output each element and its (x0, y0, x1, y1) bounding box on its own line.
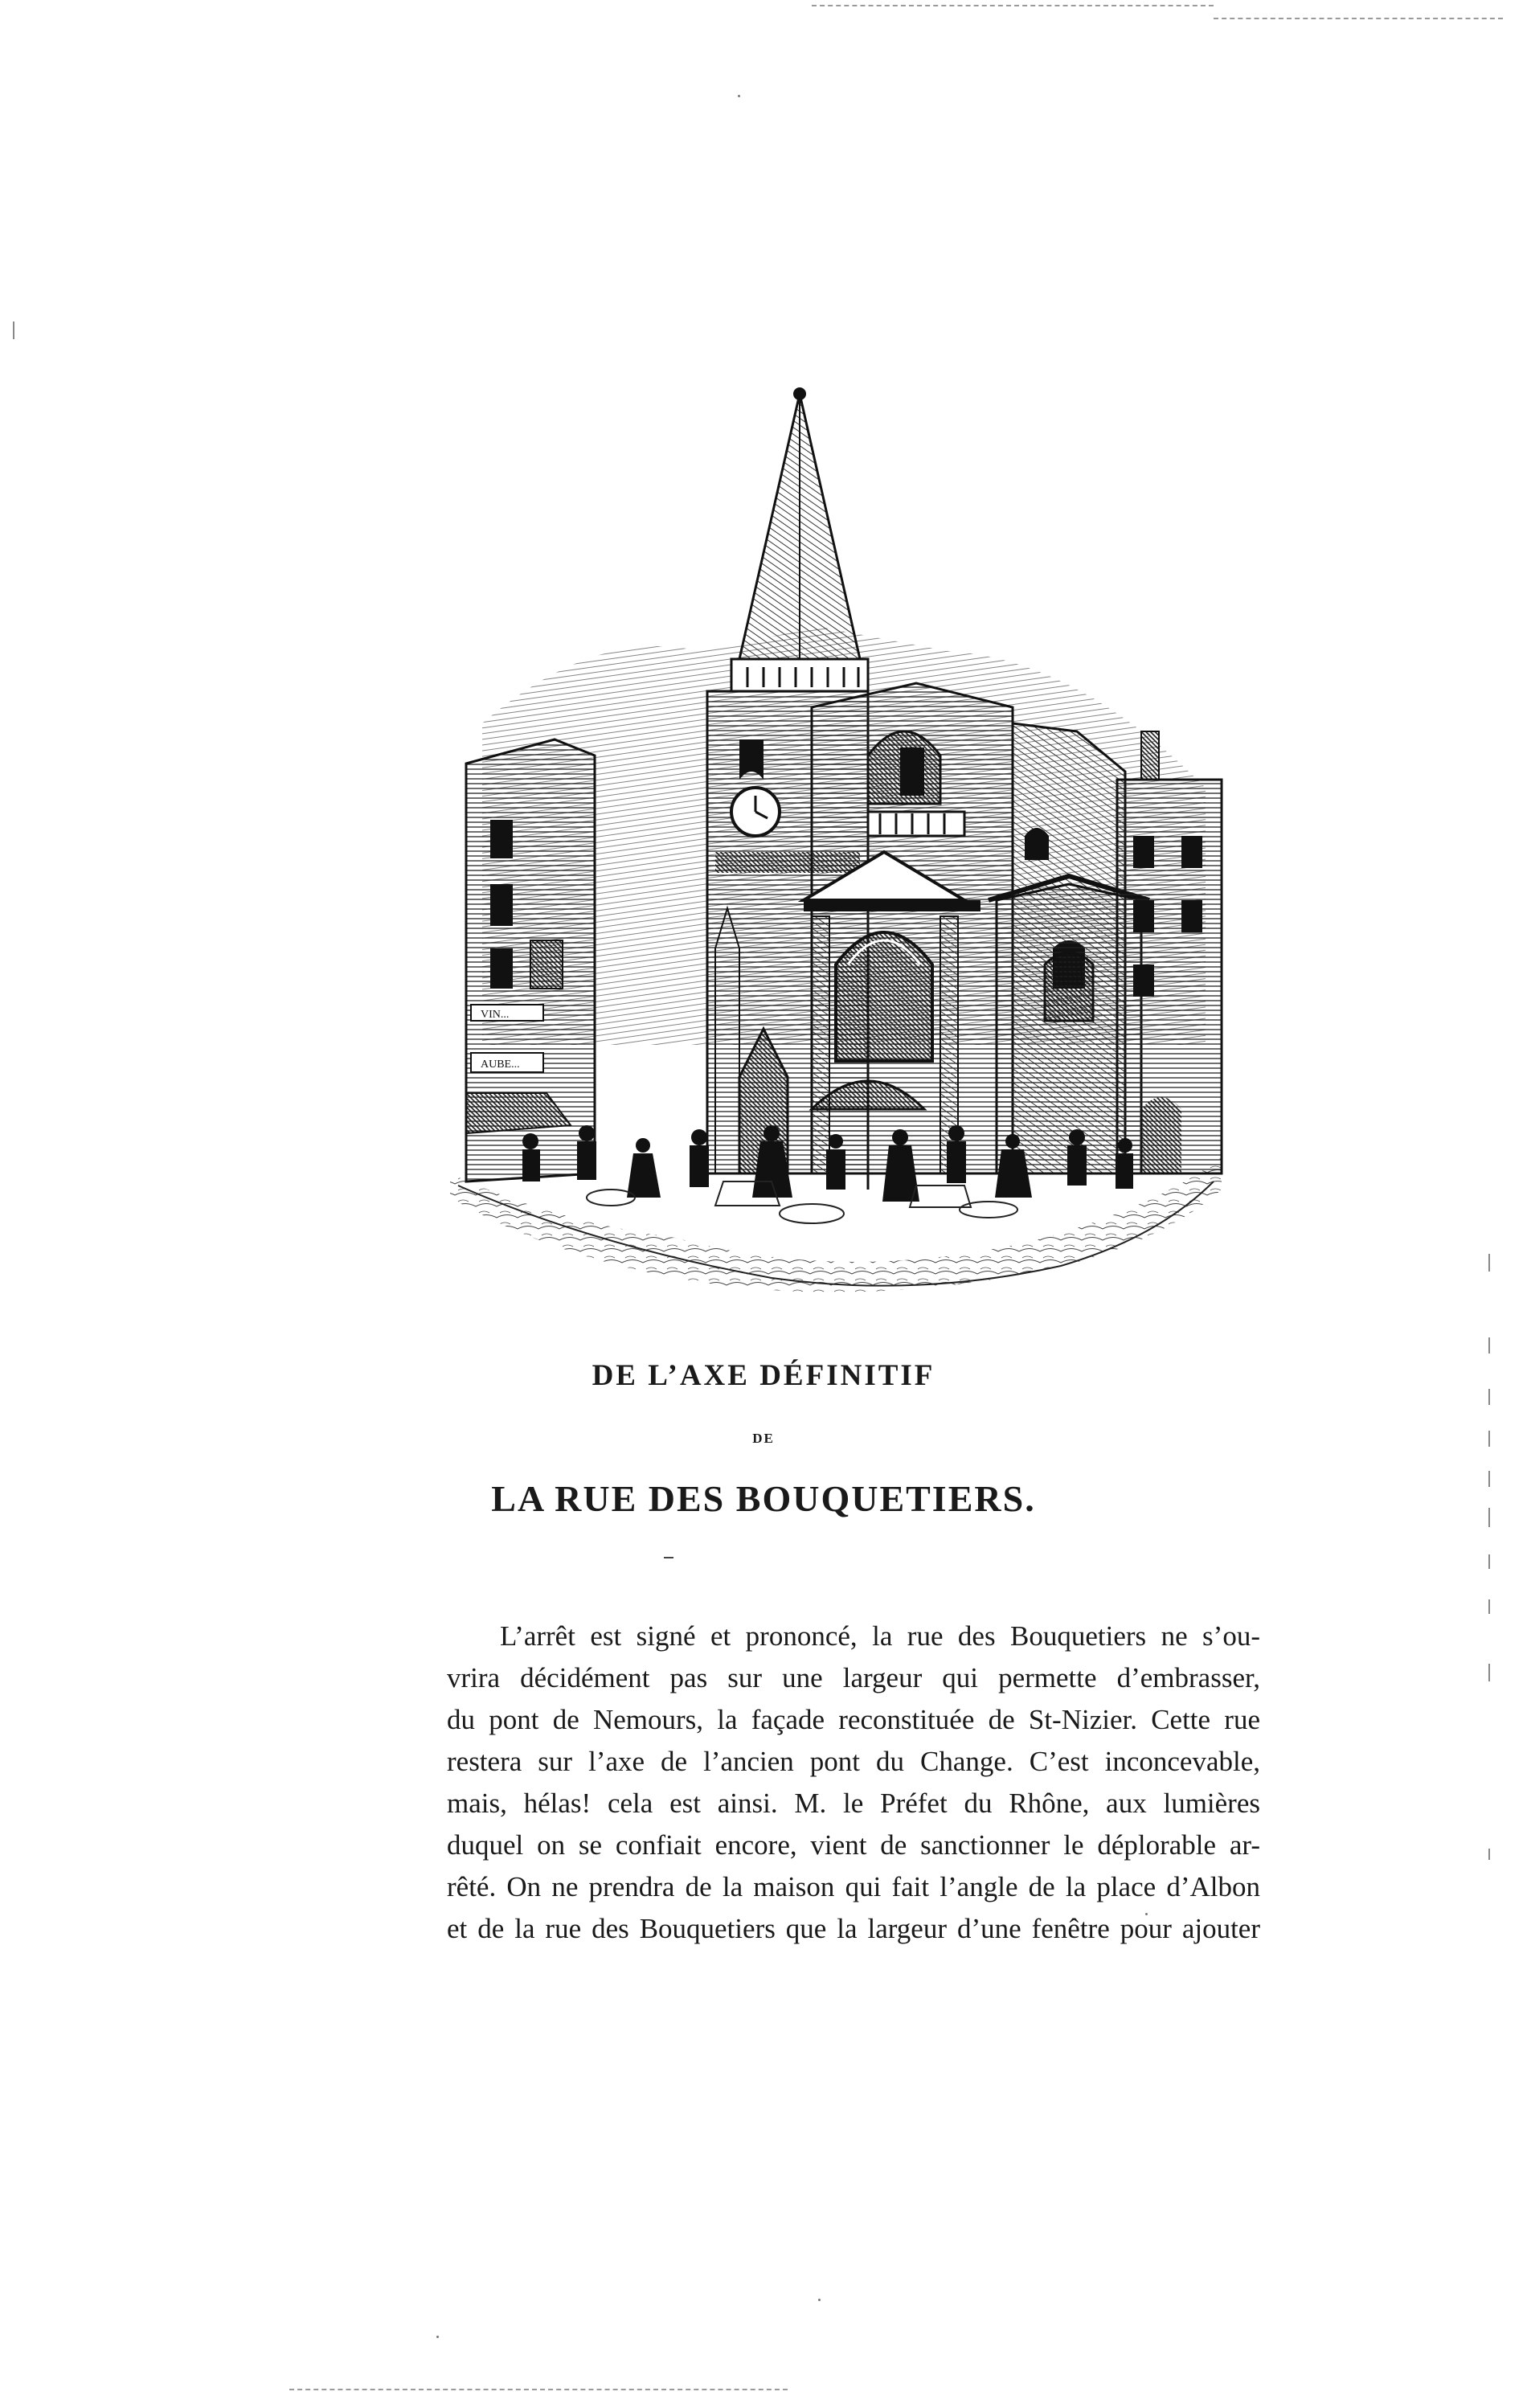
text-line: L’arrêt est signé et prononcé, la rue des Bouquetiers ne s’ou- (500, 1620, 1260, 1652)
scan-dot (436, 2336, 439, 2338)
text-line: mais, hélas! cela est ainsi. M. le Préfet du Rhône, aux lumières (447, 1788, 1260, 1819)
margin-tick (1488, 1599, 1490, 1614)
text-line: du pont de Nemours, la façade reconstituée de St-Nizier. Cette rue (447, 1704, 1260, 1735)
margin-tick (1488, 1254, 1490, 1272)
scan-dot (738, 95, 740, 97)
text-line: rêté. On ne prendra de la maison qui fait l’angle de la place d’Albon (447, 1871, 1260, 1902)
sign-aube: AUBE... (481, 1059, 520, 1071)
top-scan-line-right (1214, 18, 1503, 19)
church-engraving-icon (434, 386, 1238, 1318)
text-line: vrira décidément pas sur une largeur qui permette d’embrasser, (447, 1662, 1260, 1693)
text-line: duquel on se confiait encore, vient de sanctionner le déplorable ar- (447, 1829, 1260, 1861)
margin-tick (1488, 1849, 1490, 1860)
margin-tick (13, 321, 14, 339)
title-connector: DE (752, 1431, 775, 1446)
page-subtitle: LA RUE DES BOUQUETIERS. (491, 1478, 1036, 1519)
top-scan-line (812, 5, 1214, 6)
scan-dot (818, 2299, 821, 2301)
text-line: restera sur l’axe de l’ancien pont du Change. C’est inconcevable, (447, 1746, 1260, 1777)
body-paragraph (447, 1616, 1260, 1950)
text-line: et de la rue des Bouquetiers que la largeur d’une fenêtre pour ajouter (447, 1913, 1260, 1944)
bottom-scan-line (289, 2389, 788, 2390)
margin-tick (1488, 1337, 1490, 1353)
title-dash (664, 1557, 673, 1558)
margin-tick (1488, 1664, 1490, 1681)
sign-wine: VIN... (481, 1009, 510, 1021)
page-title: DE L’AXE DÉFINITIF (592, 1359, 935, 1392)
margin-tick (1488, 1554, 1490, 1569)
